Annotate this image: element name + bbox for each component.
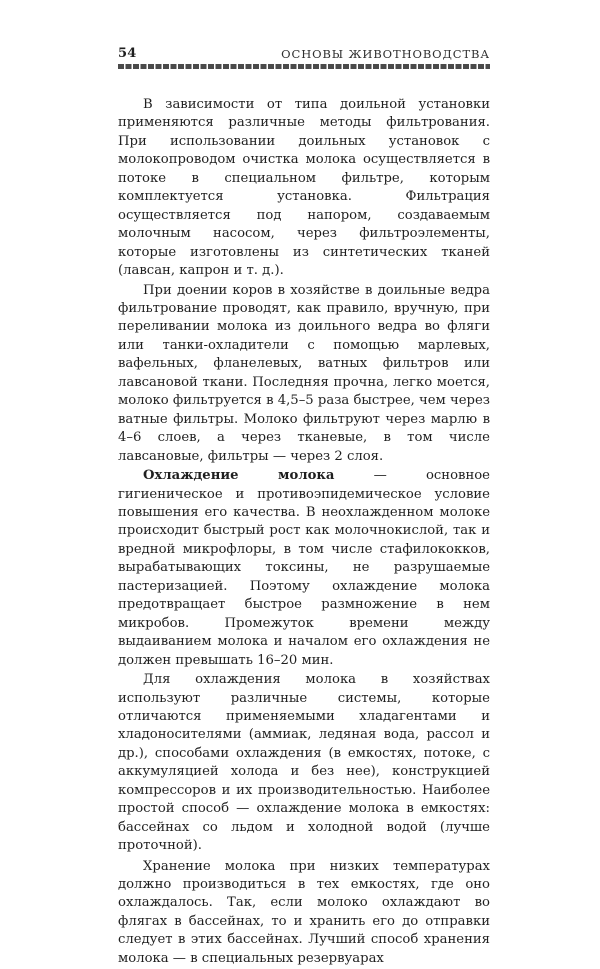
subheading-milk-cooling: Охлаждение молока	[143, 468, 335, 484]
main-text	[118, 96, 490, 969]
running-header	[118, 44, 490, 64]
paragraph: Хранение молока при низких температурах должно производиться в тех емкостях, где оно охлаждалось. Так, если молоко охлаждают во флягах в бассейнах, то и хранить его до отправки следует в этих бассейнах. Лучший способ хранения молока — в специальных резервуарах	[118, 858, 490, 966]
paragraph: При доении коров в хозяйстве в доильные ведра фильтрование проводят, как правило, вручную, при переливании молока из доильного ведра во фляги или танки-охладители с помощью марлевых, вафельных, фланелевых, ватных фильтров или лавсановой ткани. Последняя прочна, легко моется, молоко фильтруется в 4,5–5 раза быстрее, чем через ватные фильтры. Молоко фильтруют через марлю в 4–6 слоев, а через тканевые, в том числе лавсановые, фильтры — через 2 слоя.	[118, 282, 490, 464]
paragraph: В зависимости от типа доильной установки применяются различные методы фильтрования. При использовании доильных установок с молокопроводом очистка молока осуществляется в потоке в специальном фильтре, которым комплектуется установка. Фильтрация осуществляется под напором, создаваемым молочным насосом, через фильтроэлементы, которые изготовлены из синтетических тканей (лавсан, капрон и т. д.).	[118, 97, 490, 279]
header-rule	[118, 64, 490, 69]
running-title: ОСНОВЫ ЖИВОТНОВОДСТВА	[281, 47, 490, 61]
page-number: 54	[118, 46, 137, 61]
paragraph	[118, 467, 490, 670]
paragraph-text: — основное гигиеническое и противоэпидемическое условие повышения его качества. В неохлажденном молоке происходит быстрый рост как молочнокислой, так и вредной микрофлоры, в том числе стафилококков, вырабатывающих токсины, не разрушаемые пастеризацией. Поэтому охлаждение молока предотвращает быстрое размножение в нем микробов. Промежуток времени между выдаиванием молока и началом его охлаждения не должен превышать 16–20 мин.	[118, 468, 490, 668]
paragraph: Для охлаждения молока в хозяйствах используют различные системы, которые отличаются применяемыми хладагентами и хладоносителями (аммиак, ледяная вода, рассол и др.), способами охлаждения (в емкостях, потоке, с аккумуляцией холода и без нее), конструкцией компрессоров и их производительностью. Наиболее простой способ — охлаждение молока в емкостях: бассейнах со льдом и холодной водой (лучше проточной).	[118, 672, 490, 854]
